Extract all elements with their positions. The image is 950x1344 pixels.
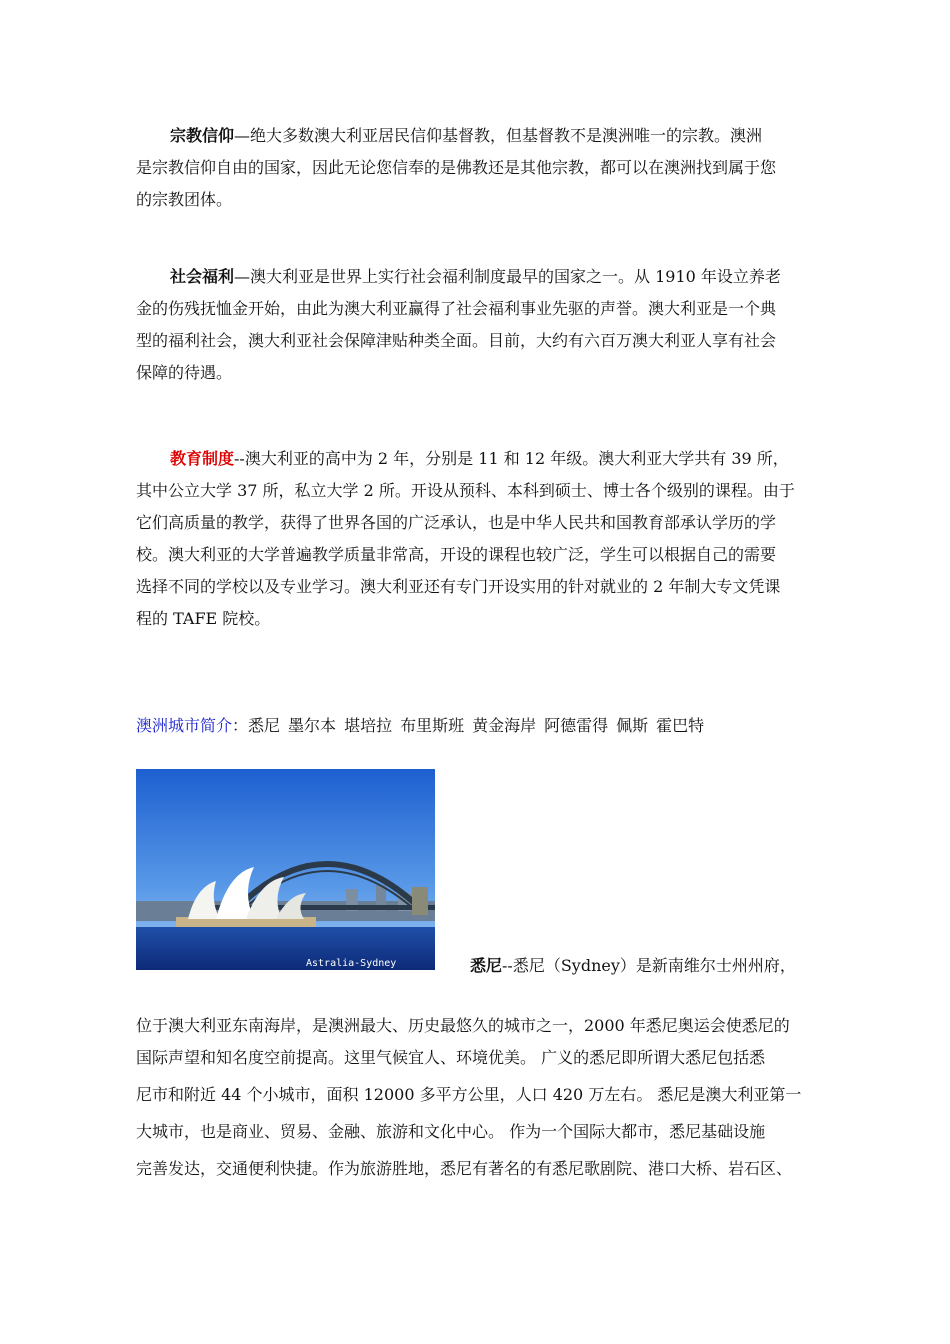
welfare-paragraph <box>136 261 822 389</box>
religion-line-1: 宗教信仰—绝大多数澳大利亚居民信仰基督教，但基督教不是澳洲唯一的宗教。澳洲 <box>170 126 763 145</box>
photo-watermark: Astralia-Sydney <box>306 958 397 969</box>
welfare-line-1: 社会福利—澳大利亚是世界上实行社会福利制度最早的国家之一。从 1910 年设立养老 <box>170 267 781 286</box>
city-link-canberra[interactable]: 堪培拉 <box>344 716 393 735</box>
education-line-6: 程的 TAFE 院校。 <box>136 609 271 628</box>
sydney-title: 悉尼 <box>470 956 503 975</box>
welfare-line-3: 型的福利社会，澳大利亚社会保障津贴种类全面。目前，大约有六百万澳大利亚人享有社会 <box>136 331 777 350</box>
education-line-4: 校。澳大利亚的大学普遍教学质量非常高，开设的课程也较广泛，学生可以根据自己的需要 <box>136 545 777 564</box>
sydney-line-1: 位于澳大利亚东南海岸，是澳洲最大、历史最悠久的城市之一，2000 年悉尼奥运会使悉尼的 <box>136 1016 790 1035</box>
sydney-opera-house-bridge-image <box>136 769 435 970</box>
sydney-photo <box>136 769 435 970</box>
religion-paragraph <box>136 120 822 216</box>
education-title: 教育制度 <box>170 449 235 468</box>
education-line-1: 教育制度--澳大利亚的高中为 2 年，分别是 11 和 12 年级。澳大利亚大学共有 39 所， <box>170 449 789 468</box>
city-list <box>136 710 712 742</box>
sydney-line-5: 完善发达，交通便利快捷。作为旅游胜地，悉尼有著名的有悉尼歌剧院、港口大桥、岩石区、 <box>136 1159 793 1178</box>
city-list-label[interactable]: 澳洲城市简介 <box>136 716 233 735</box>
education-line-2: 其中公立大学 37 所，私立大学 2 所。开设从预科、本科到硕士、博士各个级别的课程。由于 <box>136 481 795 500</box>
sydney-line-3: 尼市和附近 44 个小城市，面积 12000 多平方公里，人口 420 万左右。 悉尼是澳大利亚第一 <box>136 1085 802 1104</box>
sydney-line-4: 大城市，也是商业、贸易、金融、旅游和文化中心。 作为一个国际大都市，悉尼基础设施 <box>136 1122 766 1141</box>
city-link-perth[interactable]: 佩斯 <box>616 716 649 735</box>
city-link-melbourne[interactable]: 墨尔本 <box>288 716 337 735</box>
welfare-line-2: 金的伤残抚恤金开始，由此为澳大利亚赢得了社会福利事业先驱的声誉。澳大利亚是一个典 <box>136 299 777 318</box>
city-link-gold-coast[interactable]: 黄金海岸 <box>472 716 537 735</box>
sydney-paragraph <box>136 1010 836 1185</box>
education-line-3: 它们高质量的教学，获得了世界各国的广泛承认，也是中华人民共和国教育部承认学历的学 <box>136 513 777 532</box>
religion-line-2: 是宗教信仰自由的国家，因此无论您信奉的是佛教还是其他宗教，都可以在澳洲找到属于您 <box>136 158 777 177</box>
city-link-adelaide[interactable]: 阿德雷得 <box>544 716 609 735</box>
education-line-5: 选择不同的学校以及专业学习。澳大利亚还有专门开设实用的针对就业的 2 年制大专文凭课 <box>136 577 781 596</box>
sydney-caption-line: 悉尼--悉尼（Sydney）是新南维尔士州州府， <box>470 956 796 975</box>
city-link-brisbane[interactable]: 布里斯班 <box>400 716 465 735</box>
city-link-sydney[interactable]: 悉尼 <box>248 716 281 735</box>
city-link-hobart[interactable]: 霍巴特 <box>656 716 705 735</box>
education-paragraph <box>136 443 822 635</box>
welfare-title: 社会福利 <box>170 267 235 286</box>
sydney-line-2: 国际声望和知名度空前提高。这里气候宜人、环境优美。 广义的悉尼即所谓大悉尼包括悉 <box>136 1048 766 1067</box>
religion-title: 宗教信仰 <box>170 126 235 145</box>
city-list-separator: ： <box>232 716 249 735</box>
welfare-line-4: 保障的待遇。 <box>136 363 233 382</box>
religion-line-3: 的宗教团体。 <box>136 190 233 209</box>
